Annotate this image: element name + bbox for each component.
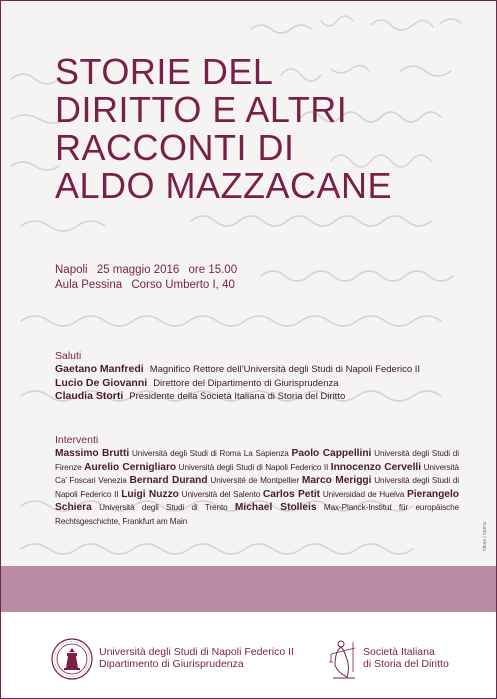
speaker-name: Pierangelo Schiera: [55, 488, 460, 514]
saluti-row: [55, 363, 475, 377]
society-name: [363, 646, 449, 670]
university-line-1: Università degli Studi di Napoli Federico II: [99, 646, 294, 658]
title-line-3: RACCONTI DI: [55, 127, 295, 168]
event-details: [55, 263, 475, 293]
speaker-affiliation: Università degli Studi di Napoli Federico II: [178, 462, 329, 472]
speaker-role: Magnifico Rettore dell’Università degli Studi di Napoli Federico II: [149, 364, 421, 375]
speaker-name: Aurelio Cernigliaro: [84, 461, 177, 473]
footer: [1, 566, 496, 698]
interventi-list: [55, 447, 459, 529]
speaker-affiliation: Università degli Studi di Trento: [99, 503, 228, 513]
speaker-name: Marco Meriggi: [301, 475, 372, 487]
interventi-label: Interventi: [55, 434, 99, 446]
speaker-role: Direttore del Dipartimento di Giurisprudenza: [153, 377, 339, 389]
speaker-affiliation: Max-Planck-Institut für europäische Rechtsgeschichte, Frankfurt am Main: [55, 503, 459, 526]
speaker-name: Paolo Cappellini: [291, 448, 372, 459]
university-name: [99, 646, 294, 670]
speaker-name: Carlos Petit: [262, 488, 321, 500]
speaker-name: Claudia Storti: [55, 390, 124, 402]
saluti-row: [55, 390, 475, 404]
speaker-affiliation: Université de Montpellier: [210, 476, 300, 486]
interventi-section: [55, 434, 459, 529]
saluti-section: [55, 350, 475, 404]
society-line-1: Società Italiana: [363, 646, 435, 658]
event-date: 25 maggio 2016: [96, 264, 180, 276]
side-credit: ideas | opera: [482, 522, 488, 551]
university-seal-icon: [51, 638, 93, 680]
society-line-2: di Storia del Diritto: [363, 658, 449, 670]
university-line-2: Dipartimento di Giurisprudenza: [99, 658, 244, 670]
justice-statue-icon: [327, 636, 359, 684]
speaker-affiliation: Università degli Studi di Napoli Federico II: [55, 476, 459, 499]
speaker-name: Bernard Durand: [129, 475, 208, 487]
footer-band: [1, 566, 496, 612]
title-line-4: ALDO MAZZACANE: [55, 165, 393, 206]
event-room: Aula Pessina: [55, 279, 123, 291]
speaker-affiliation: Università del Salento: [181, 489, 261, 499]
speaker-role: Presidente della Società Italiana di Storia del Diritto: [129, 391, 346, 402]
speaker-name: Luigi Nuzzo: [121, 488, 179, 500]
speaker-affiliation: Università degli Studi di Roma La Sapienza: [131, 449, 289, 458]
title-line-1: STORIE DEL: [55, 51, 274, 92]
event-city: Napoli: [55, 264, 88, 276]
speaker-affiliation: Universidad de Huelva: [322, 489, 405, 499]
page-title: [55, 53, 475, 205]
speaker-name: Lucio De Giovanni: [55, 376, 148, 389]
speaker-name: Massimo Brutti: [55, 448, 130, 459]
event-address: Corso Umberto I, 40: [131, 279, 235, 291]
speaker-name: Gaetano Manfredi: [55, 363, 144, 375]
event-time: ore 15.00: [188, 264, 238, 276]
speaker-name: Michael Stolleis: [234, 502, 317, 514]
title-line-2: DIRITTO E ALTRI: [55, 89, 348, 130]
speaker-affiliation: Università Ca’ Foscari Venezia: [55, 462, 460, 486]
speaker-name: Innocenzo Cervelli: [330, 461, 422, 473]
saluti-label: Saluti: [55, 350, 82, 362]
saluti-row: [55, 377, 475, 391]
speaker-affiliation: Università degli Studi di Firenze: [55, 449, 459, 472]
